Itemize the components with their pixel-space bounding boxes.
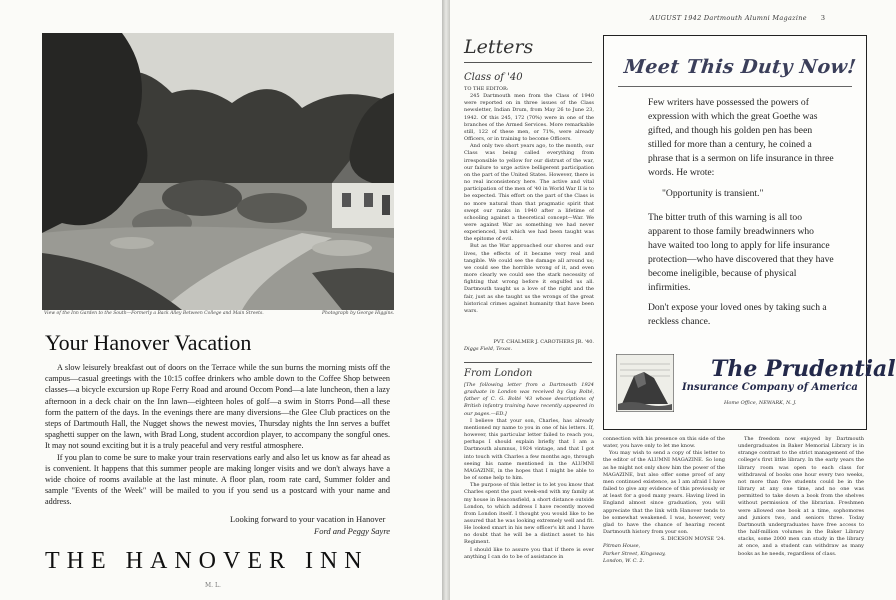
letter1-paragraph: And only two short years ago, to the month, our Class was being called everything from irresponsible to yellow for our distrust of the war, our failure to urge active belligerent participation on the part of the United States. However, there is no real inconsistency here. The active and vital participation of the men of '40 in World War II is to be expected. This effort on the part of the Class is no more natural than that pragmatic spirit that swept our ranks in 1940 after a lifetime of schooling against a theoretical concept—War. We were against War as something we had never experienced, but which we had been taught was the epitome of evil. bbox=[464, 143, 594, 243]
letter2-col2 bbox=[603, 436, 725, 596]
signature: Ford and Peggy Sayre bbox=[314, 526, 391, 536]
library-paragraph: The freedom now enjoyed by Dartmouth undergraduates in Baker Memorial Library is in strange contrast to the strict management of the college's first little library. In the early years the library room was open to each class for withdrawal of books one hour every two weeks, not more than five students could be in the library at any one time, and no one was permitted to take down a book from the shelves without permission of the librarian. Freshmen were allowed one book at a time, sophomores and juniors two, and seniors three. Today Dartmouth undergraduates have free access to the half-million volumes in the Baker Library stacks, some 2000 men can study in the library at once, and a student can withdraw as many books as he needs, regardless of class. bbox=[738, 436, 864, 557]
letter-separator bbox=[464, 362, 592, 363]
letter1-signature: PVT. CHALMER J. CAROTHERS JR. '40. bbox=[493, 339, 594, 345]
letter2-heading: From London bbox=[464, 368, 533, 379]
running-head-text: AUGUST 1942 Dartmouth Alumni Magazine bbox=[650, 14, 807, 22]
letter2-signature: S. DICKSON MOYSE '24. bbox=[661, 536, 725, 543]
letter2-note: [The following letter from a Dartmouth 1924 graduate in London was received by Guy Bolté, father of C. G. Bolté '43 whose descriptions of British infantry training have recently appeared in our pages.—ED.] bbox=[464, 382, 594, 417]
ad-paragraph: Don't expose your loved ones by taking such a reckless chance. bbox=[648, 302, 827, 328]
letter2-address-line: Pitman House, bbox=[603, 543, 641, 550]
prudential-ad bbox=[603, 35, 896, 430]
page-number: 3 bbox=[820, 14, 826, 22]
inn-name: THE HANOVER INN bbox=[45, 548, 369, 574]
brand-address: Home Office, NEWARK, N. J. bbox=[724, 400, 797, 406]
letter2-col1 bbox=[464, 382, 594, 594]
letter2-address-line: London, W. C. 2. bbox=[603, 557, 645, 564]
letter2-paragraph: connection with his presence on this side of the water, you have only to let me know. bbox=[603, 436, 725, 450]
inn-garden-photo bbox=[42, 33, 394, 310]
article-title: Your Hanover Vacation bbox=[45, 330, 252, 355]
photo-credit: Photograph by George Higgins. bbox=[322, 311, 395, 316]
section-rule bbox=[464, 62, 592, 63]
ad-paragraph: The bitter truth of this warning is all too apparent to those family breadwinners who have waited too long to apply for life insurance protection—who have discovered that they have become ineligible, because of physical infirmities. bbox=[648, 211, 834, 294]
letter1-footer bbox=[464, 339, 594, 359]
ad-body bbox=[648, 96, 834, 335]
letter1-salutation: TO THE EDITOR: bbox=[464, 86, 509, 92]
letter2-paragraph: I should like to assure you that if there is ever anything I can do to be of assistance in bbox=[464, 546, 594, 560]
letter1-location: Diggs Field, Texas. bbox=[464, 346, 513, 353]
letter1-heading: Class of '40 bbox=[464, 72, 523, 83]
letter2-paragraph: You may wish to send a copy of this letter to the editor of the ALUMNI MAGAZINE. So long as he might not only show him the power of the MAGAZINE, but also offer some proof of any men continued existence, as I am afraid I have failed to give any evidence of this previously or at least for a good many years. Having lived in England almost since graduation, you will appreciate that the link with Hanover tends to be somewhat weakened. I was, however, very glad to have the chance of hearing recent Dartmouth history from your son. bbox=[603, 450, 725, 536]
letter1-body bbox=[464, 86, 594, 356]
ad-paragraph: Few writers have possessed the powers of expression with which the great Goethe was gifted, and though his golden pen has been stilled for more than a century, he coined a phrase that is a sermon on life insurance in three words. He wrote: bbox=[648, 97, 834, 179]
section-title: Letters bbox=[464, 36, 534, 58]
rock-of-gibraltar-icon bbox=[616, 354, 674, 412]
running-head bbox=[650, 14, 825, 22]
page-gutter bbox=[442, 0, 450, 600]
letter1-paragraph: But as the War approached our shores and our lives, the effects of it became very real and tangible. We could see the damage all around us; we could see the horrible wrong of it, and even more clearly we could see the stark necessity of fighting that wrong before it engulfed us all. Dartmouth taught us a love of the right and the fair, just as she taught us the wrongs of the great historical crimes against humanity that have been wars. bbox=[464, 243, 594, 314]
letter2-paragraph: The purpose of this letter is to let you know that Charles spent the past week-end with my family at my house in Beaconsfield, a short distance outside London, to which address I have recently moved from London itself. I thought you would like to be assured that he was looking extremely well and fit. He looked smart in his new officer's kit and I have no doubt that he will be a distinct asset to his Regiment. bbox=[464, 482, 594, 546]
ad-headline: Meet This Duty Now! bbox=[622, 56, 858, 78]
right-page bbox=[450, 0, 896, 600]
article-paragraph: A slow leisurely breakfast out of doors on the Terrace while the sun burns the morning mists off the campus—casual greetings with the 10:15 coffee drinkers who amble down to the Coffee Shop between classes—a bicycle excursion up Rope Ferry Road and around Occom Pond—a late luncheon, then a lazy afternoon in a deck chair on the Inn lawn—eighteen holes of golf—a swim in Storrs Pond—all these form the pattern of the days. In the evenings there are many diversions—the Glee Club practices on the steps of Dartmouth Hall, the Nugget shows the newest movies, Thursday nights the Inn serves a buffet spaghetti supper on the lawn, with Brad Long, student accordion player, to accompany the songful ones. It may not sound exciting but it is a truly peaceful and very restful atmosphere. bbox=[45, 363, 390, 451]
brand-name: The Prudential bbox=[711, 356, 896, 382]
article-paragraph: If you plan to come be sure to make your train reservations early and also let us know as far ahead as is convenient. It happens that this summer people are making longer visits and we don't always have a wide choice of rooms available at the last minute. A floor plan, room rate card, Summer folder and sample "Events of the Week" will be mailed to you if you send us a postcard with your name and address. bbox=[45, 452, 390, 507]
left-page bbox=[0, 0, 442, 600]
article-body bbox=[45, 362, 390, 508]
library-note bbox=[738, 436, 864, 596]
closing-line: Looking forward to your vacation in Hanover bbox=[230, 514, 386, 524]
ad-rule bbox=[618, 86, 852, 87]
letter2-paragraph: I believe that your son, Charles, has already mentioned my name to you in one of his letters. If, however, this particular letter failed to reach you, perhaps I should explain briefly that I am a Dartmouth alumnus, 1924 vintage, and that I got into touch with Charles a few months ago, through seeing his name mentioned in the ALUMNI MAGAZINE, in the hopes that I might be able to be of some help to him. bbox=[464, 417, 594, 482]
brand-subtitle: Insurance Company of America bbox=[682, 382, 858, 393]
photo-caption: View of the Inn Garden to the South—Formerly a Back Alley Between College and Main Streets. bbox=[44, 311, 264, 316]
ad-quote: "Opportunity is transient." bbox=[662, 187, 764, 199]
letter2-address-line: Parker Street, Kingsway, bbox=[603, 550, 666, 557]
letter1-paragraph: 245 Dartmouth men from the Class of 1940 were reported on in three issues of the Class newsletter, Indian Drum, from May 26 to June 23, 1942. Of this 245, 172 (70%) were in one of the branches of the Armed Services. More remarkable still, 122 of these men, or 71%, were already Officers, or in training to become Officers. bbox=[464, 93, 594, 143]
page-mark: M. L. bbox=[205, 582, 221, 589]
